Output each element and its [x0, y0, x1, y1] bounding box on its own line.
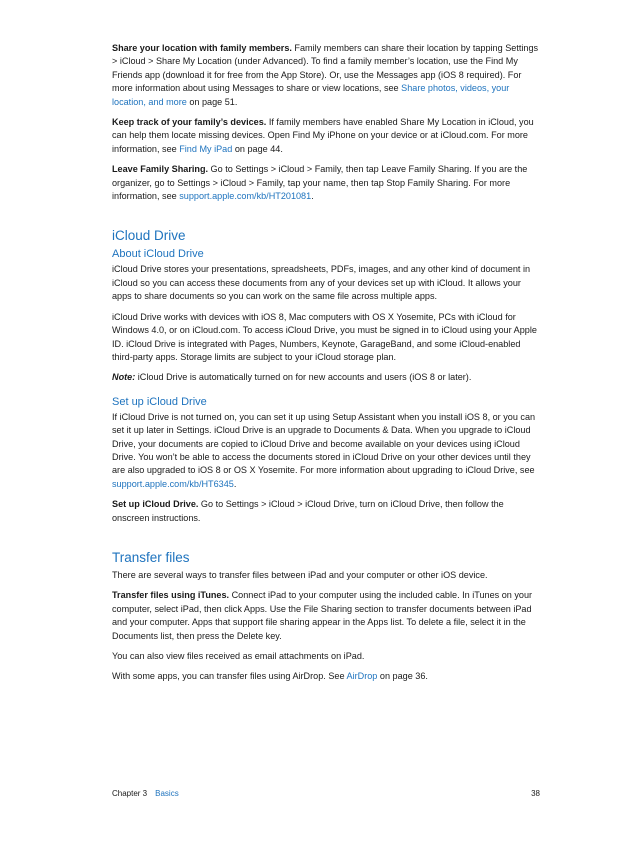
section-title-icloud-drive: iCloud Drive [112, 228, 186, 244]
link-share-photos[interactable]: Share photos, videos, your location, and more [112, 83, 510, 107]
paragraph-text: on page 36. [377, 671, 428, 682]
paragraph-lead: Leave Family Sharing. [112, 164, 209, 175]
paragraph-transfer-4 [112, 670, 540, 683]
paragraph-note [112, 371, 540, 384]
note-label: Note: [112, 372, 136, 383]
paragraph-lead: Keep track of your family’s devices. [112, 117, 267, 128]
paragraph-text: If iCloud Drive is not turned on, you can set it up using Setup Assistant when you install iOS 8, or you can set it up later in Settings. iCloud Drive is an upgrade to Documents & Data. When you upgrade to iCloud Drive, your documents are copied to iCloud Drive and become available on your devices using iCloud Drive. You won’t be able to access the documents stored in iCloud Drive on your other devices until they are also upgraded to iOS 8 or OS X Yosemite. For more information about upgrading to iCloud Drive, see [112, 411, 536, 476]
paragraph-track-devices [112, 116, 540, 156]
paragraph-text: . [311, 191, 314, 202]
paragraph-about-1: iCloud Drive stores your presentations, spreadsheets, PDFs, images, and any other kind of document in iCloud so you can access these documents from any of your devices set up with iCloud. It allows your apps to share documents so you can work on the same file across multiple apps. [112, 264, 531, 302]
footer-section-link[interactable]: Basics [155, 789, 179, 798]
paragraph-about-2: iCloud Drive works with devices with iOS 8, Mac computers with OS X Yosemite, PCs with iCloud for Windows 4.0, or on iCloud.com. To access iCloud Drive, you must be signed in to iCloud using your Apple ID. iCloud Drive is integrated with Pages, Numbers, Keynote, GarageBand, and some iCloud-enabled third-party apps. Storage limits are subject to your iCloud storage plan. [112, 311, 537, 362]
link-support-ht201081[interactable]: support.apple.com/kb/HT201081 [179, 191, 312, 202]
paragraph-text: Family members can share their location by tapping Settings > iCloud > Share My Location (under Advanced). To find a family member’s location, use the Find My Friends app (download it for free from the App Store). Or, use the Messages app (iOS 8 required). For more information about using Messages to share or view locations, see [112, 43, 539, 94]
paragraph-text: . [233, 478, 237, 489]
note-text: iCloud Drive is automatically turned on for new accounts and users (iOS 8 or later). [135, 372, 472, 383]
link-support-ht6345[interactable]: support.apple.com/kb/HT6345 [112, 478, 234, 489]
paragraph-lead: Set up iCloud Drive. [112, 499, 199, 510]
paragraph-text: on page 51. [186, 96, 238, 107]
paragraph-text: If family members have enabled Share My Location in iCloud, you can help them locate missing devices. Open Find My iPhone on your device or at iCloud.com. For more information, see [112, 117, 534, 154]
paragraph-transfer-2 [112, 589, 540, 643]
paragraph-lead: Share your location with family members. [112, 43, 292, 53]
paragraph-text: Go to Settings > iCloud > iCloud Drive, turn on iCloud Drive, then follow the onscreen instructions. [112, 499, 504, 523]
page-footer [112, 789, 540, 798]
paragraph-transfer-3: You can also view files received as email attachments on iPad. [112, 651, 365, 661]
paragraph-text: With some apps, you can transfer files using AirDrop. See [112, 671, 347, 682]
link-airdrop[interactable]: AirDrop [346, 671, 378, 682]
link-find-my-ipad[interactable]: Find My iPad [179, 143, 233, 154]
paragraph-setup-2 [112, 498, 540, 525]
subsection-about-icloud-drive: About iCloud Drive [112, 248, 204, 261]
footer-chapter: Chapter 3 [112, 789, 148, 798]
footer-page-number: 38 [531, 789, 540, 798]
page-content [112, 42, 540, 691]
paragraph-text: Connect iPad to your computer using the included cable. In iTunes on your computer, select iPad, then click Apps. Use the File Sharing section to transfer documents between iPad and your computer. Apps that support file sharing appear in the Apps list. To delete a file, select it in the Documents list, then press the Delete key. [112, 590, 533, 641]
paragraph-setup-1 [112, 411, 540, 491]
paragraph-text: on page 44. [232, 143, 283, 154]
subsection-setup-icloud-drive: Set up iCloud Drive [112, 395, 207, 408]
section-title-transfer-files: Transfer files [112, 549, 190, 565]
paragraph-lead: Transfer files using iTunes. [112, 590, 230, 601]
paragraph-share-location [112, 42, 540, 109]
paragraph-leave-family [112, 163, 540, 203]
paragraph-transfer-1: There are several ways to transfer files between iPad and your computer or other iOS device. [112, 569, 488, 580]
paragraph-text: Go to Settings > iCloud > Family, then tap Leave Family Sharing. If you are the organizer, go to Settings > iCloud > Family, tap your name, then tap Stop Family Sharing. For more information, see [112, 164, 528, 202]
